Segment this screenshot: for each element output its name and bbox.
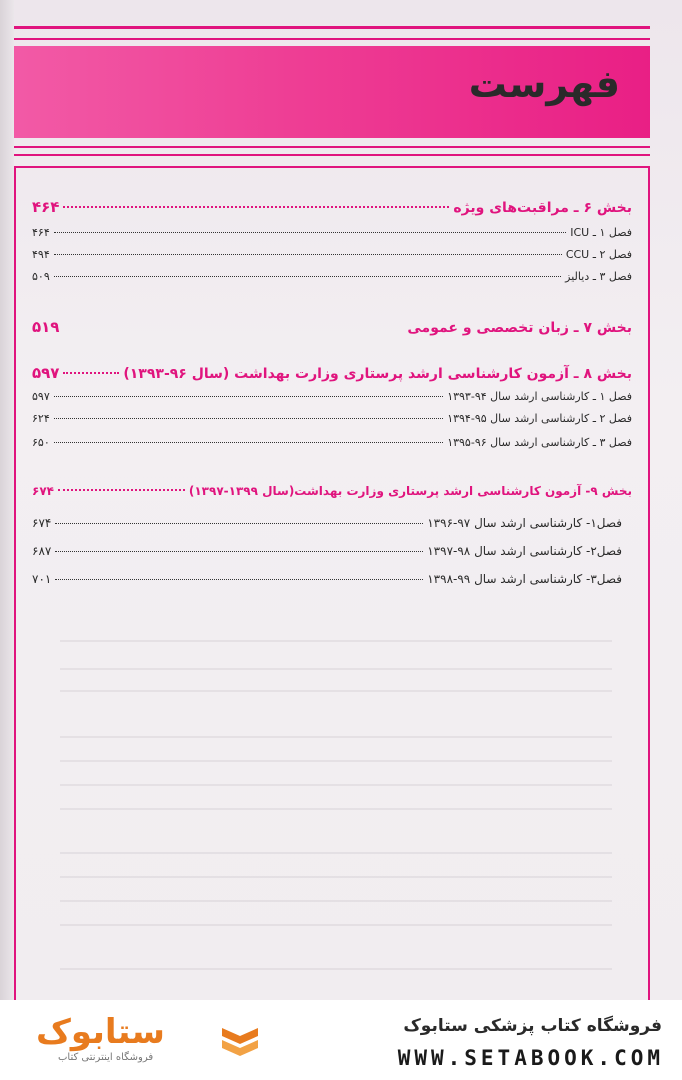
dot-leader <box>55 579 423 580</box>
toc-chapter[interactable] <box>32 390 632 403</box>
store-logo[interactable] <box>28 1012 268 1072</box>
chapter-title: فصل۳- کارشناسی ارشد سال ۹۹-۱۳۹۸ <box>427 572 622 586</box>
chapter-title: فصل ۲ ـ کارشناسی ارشد سال ۹۵-۱۳۹۴ <box>447 412 632 425</box>
section-title: بخش ۷ ـ زبان تخصصی و عمومی <box>407 320 632 336</box>
page-edge <box>0 0 14 1000</box>
toc-chapter[interactable] <box>32 226 632 239</box>
toc-chapter[interactable] <box>32 270 632 283</box>
dot-leader <box>55 551 423 552</box>
logo-subtitle: فروشگاه اینترنتی کتاب <box>58 1052 154 1063</box>
store-name: فروشگاه کتاب پزشکی ستابوک <box>403 1016 662 1036</box>
section-title: بخش ۸ ـ آزمون کارشناسی ارشد پرستاری وزارت بهداشت (سال ۹۶-۱۳۹۳) <box>123 366 632 382</box>
section-page-number: ۴۶۴ <box>32 198 60 216</box>
chapter-title: فصل ۲ ـ CCU <box>565 248 632 261</box>
chapter-title: فصل ۳ ـ کارشناسی ارشد سال ۹۶-۱۳۹۵ <box>447 436 632 449</box>
dot-leader <box>54 418 443 419</box>
toc-section[interactable] <box>32 364 632 382</box>
header-bottom-rule-2 <box>14 154 650 156</box>
dot-leader <box>63 372 119 374</box>
page-title: فهرست <box>468 62 620 106</box>
dot-leader <box>54 276 561 277</box>
section-page-number: ۶۷۴ <box>32 484 54 498</box>
dot-leader <box>63 206 449 208</box>
header-top-rule <box>14 26 650 29</box>
chapter-page-number: ۵۰۹ <box>32 270 50 283</box>
toc-section[interactable] <box>32 484 632 498</box>
chapter-page-number: ۶۸۷ <box>32 544 52 558</box>
toc-chapter[interactable] <box>32 412 632 425</box>
dot-leader <box>63 326 403 328</box>
dot-leader <box>55 523 423 524</box>
section-page-number: ۵۱۹ <box>32 318 60 336</box>
toc-section[interactable] <box>32 318 632 336</box>
toc-chapter[interactable] <box>32 544 622 558</box>
header-bottom-rule <box>14 146 650 148</box>
toc-chapter[interactable] <box>32 572 622 586</box>
dot-leader <box>54 254 562 255</box>
chapter-page-number: ۷۰۱ <box>32 572 52 586</box>
logo-wordmark: ستابوک <box>36 1012 165 1052</box>
header-top-rule-2 <box>14 38 650 40</box>
chapter-title: فصل ۳ ـ دیالیز <box>565 270 632 283</box>
chapter-title: فصل۱- کارشناسی ارشد سال ۹۷-۱۳۹۶ <box>427 516 622 530</box>
toc-section[interactable] <box>32 198 632 216</box>
section-page-number: ۵۹۷ <box>32 364 60 382</box>
dot-leader <box>54 442 443 443</box>
chapter-title: فصل ۱ ـ ICU <box>570 226 632 239</box>
logo-chevron-icon <box>218 1020 262 1064</box>
dot-leader <box>54 396 443 397</box>
toc-chapter[interactable] <box>32 248 632 261</box>
dot-leader <box>54 232 567 233</box>
store-footer <box>0 1000 682 1080</box>
chapter-page-number: ۶۷۴ <box>32 516 52 530</box>
chapter-title: فصل ۱ ـ کارشناسی ارشد سال ۹۴-۱۳۹۳ <box>447 390 632 403</box>
chapter-page-number: ۵۹۷ <box>32 390 50 403</box>
store-url-link[interactable]: WWW.SETABOOK.COM <box>397 1046 664 1070</box>
toc-chapter[interactable] <box>32 436 632 449</box>
chapter-page-number: ۴۶۴ <box>32 226 50 239</box>
toc-chapter[interactable] <box>32 516 622 530</box>
section-title: بخش ۹- آزمون کارشناسی ارشد پرستاری وزارت بهداشت(سال ۱۳۹۹-۱۳۹۷) <box>188 484 632 498</box>
chapter-title: فصل۲- کارشناسی ارشد سال ۹۸-۱۳۹۷ <box>427 544 622 558</box>
section-title: بخش ۶ ـ مراقبت‌های ویژه <box>453 200 632 216</box>
chapter-page-number: ۴۹۴ <box>32 248 50 261</box>
dot-leader <box>58 489 185 491</box>
chapter-page-number: ۶۵۰ <box>32 436 50 449</box>
chapter-page-number: ۶۲۴ <box>32 412 50 425</box>
